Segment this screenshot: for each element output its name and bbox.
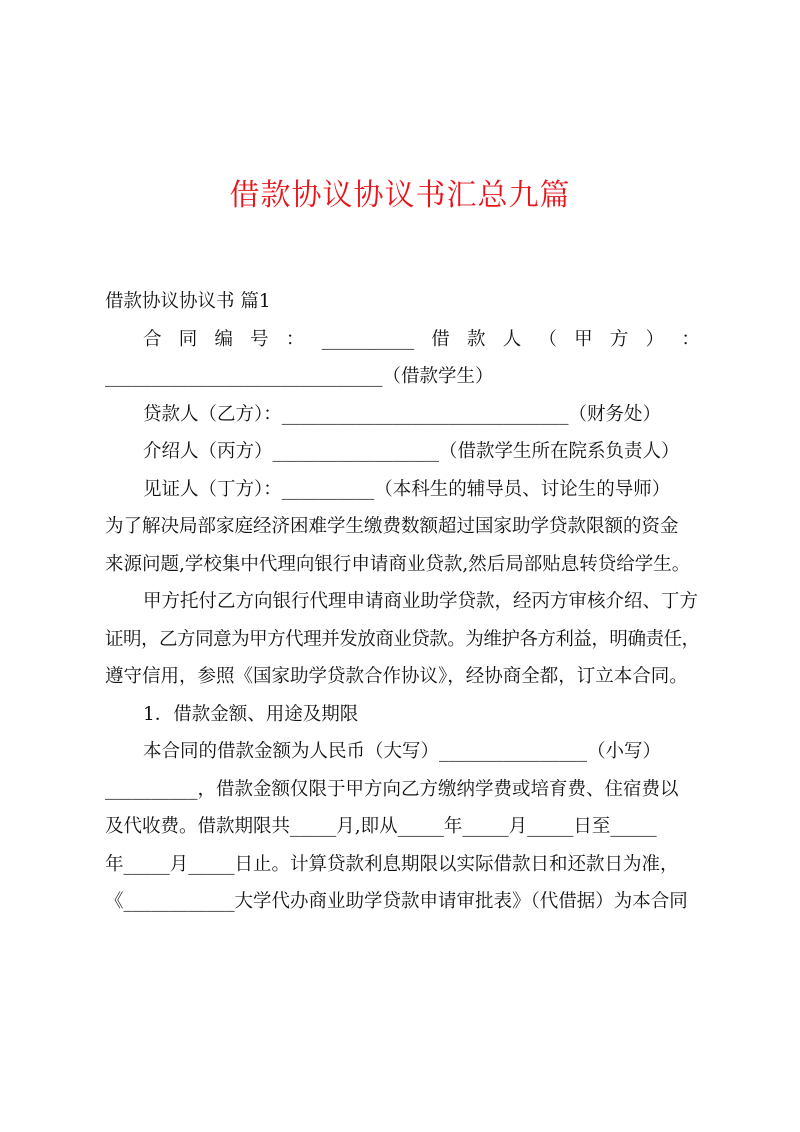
clause-heading: 1．借款金额、用途及期限 (143, 703, 359, 725)
contract-char: ： (285, 328, 305, 350)
contract-number-blank: __________ (321, 328, 415, 350)
document-title: 借款协议协议书汇总九篇 (229, 178, 571, 213)
borrower-student-line: ______________________________（借款学生） (105, 366, 494, 387)
lender-line: 贷款人（乙方）：_______________________________（财务处） (143, 403, 662, 425)
paragraph-line: 来源问题,学校集中代理向银行申请商业贷款,然后局部贴息转贷给学生。 (105, 553, 691, 575)
paragraph-line: 遵守信用，参照《国家助学贷款合作协议》，经协商全都，订立本合同。 (105, 666, 688, 687)
contract-char: ： (681, 328, 700, 350)
document-body (105, 283, 700, 921)
contract-char: 编 (214, 328, 233, 350)
paragraph-line: 《____________大学代办商业助学贷款申请审批表》（代借据）为本合同 (105, 891, 688, 912)
contract-char: 方 (609, 328, 629, 350)
contract-char: 款 (467, 328, 486, 350)
paragraph-line: 本合同的借款金额为人民币（大写）________________（小写） (143, 741, 662, 762)
paragraph-line: 甲方托付乙方向银行代理申请商业助学贷款，经丙方审核介绍、丁方 (143, 591, 699, 612)
contract-char: ） (645, 328, 665, 350)
contract-char: 甲 (574, 328, 593, 350)
contract-char: 号 (250, 328, 269, 350)
paragraph-line: 为了解决局部家庭经济困难学生缴费数额超过国家助学贷款限额的资金 (105, 516, 679, 537)
section-heading: 借款协议协议书 篇1 (105, 291, 271, 312)
paragraph-line: 及代收费。借款期限共_____月,即从_____年_____月_____日至_____ (105, 816, 657, 837)
contract-char: 借 (431, 328, 450, 350)
contract-char: （ (538, 328, 557, 350)
paragraph-line: 证明，乙方同意为甲方代理并发放商业贷款。为维护各方利益，明确责任， (105, 628, 700, 650)
contract-char: 人 (502, 328, 522, 350)
introducer-line: 介绍人（丙方）__________________（借款学生所在院系负责人） (143, 441, 680, 462)
contract-number-line (105, 321, 700, 359)
contract-char: 同 (178, 328, 198, 350)
paragraph-line: 年_____月_____日止。计算贷款利息期限以实际借款日和还款日为准， (105, 853, 679, 875)
contract-char: 合 (143, 328, 162, 350)
paragraph-line: __________，借款金额仅限于甲方向乙方缴纳学费或培育费、住宿费以 (105, 778, 679, 800)
witness-line: 见证人（丁方）：__________（本科生的辅导员、讨论生的导师） (143, 478, 671, 500)
